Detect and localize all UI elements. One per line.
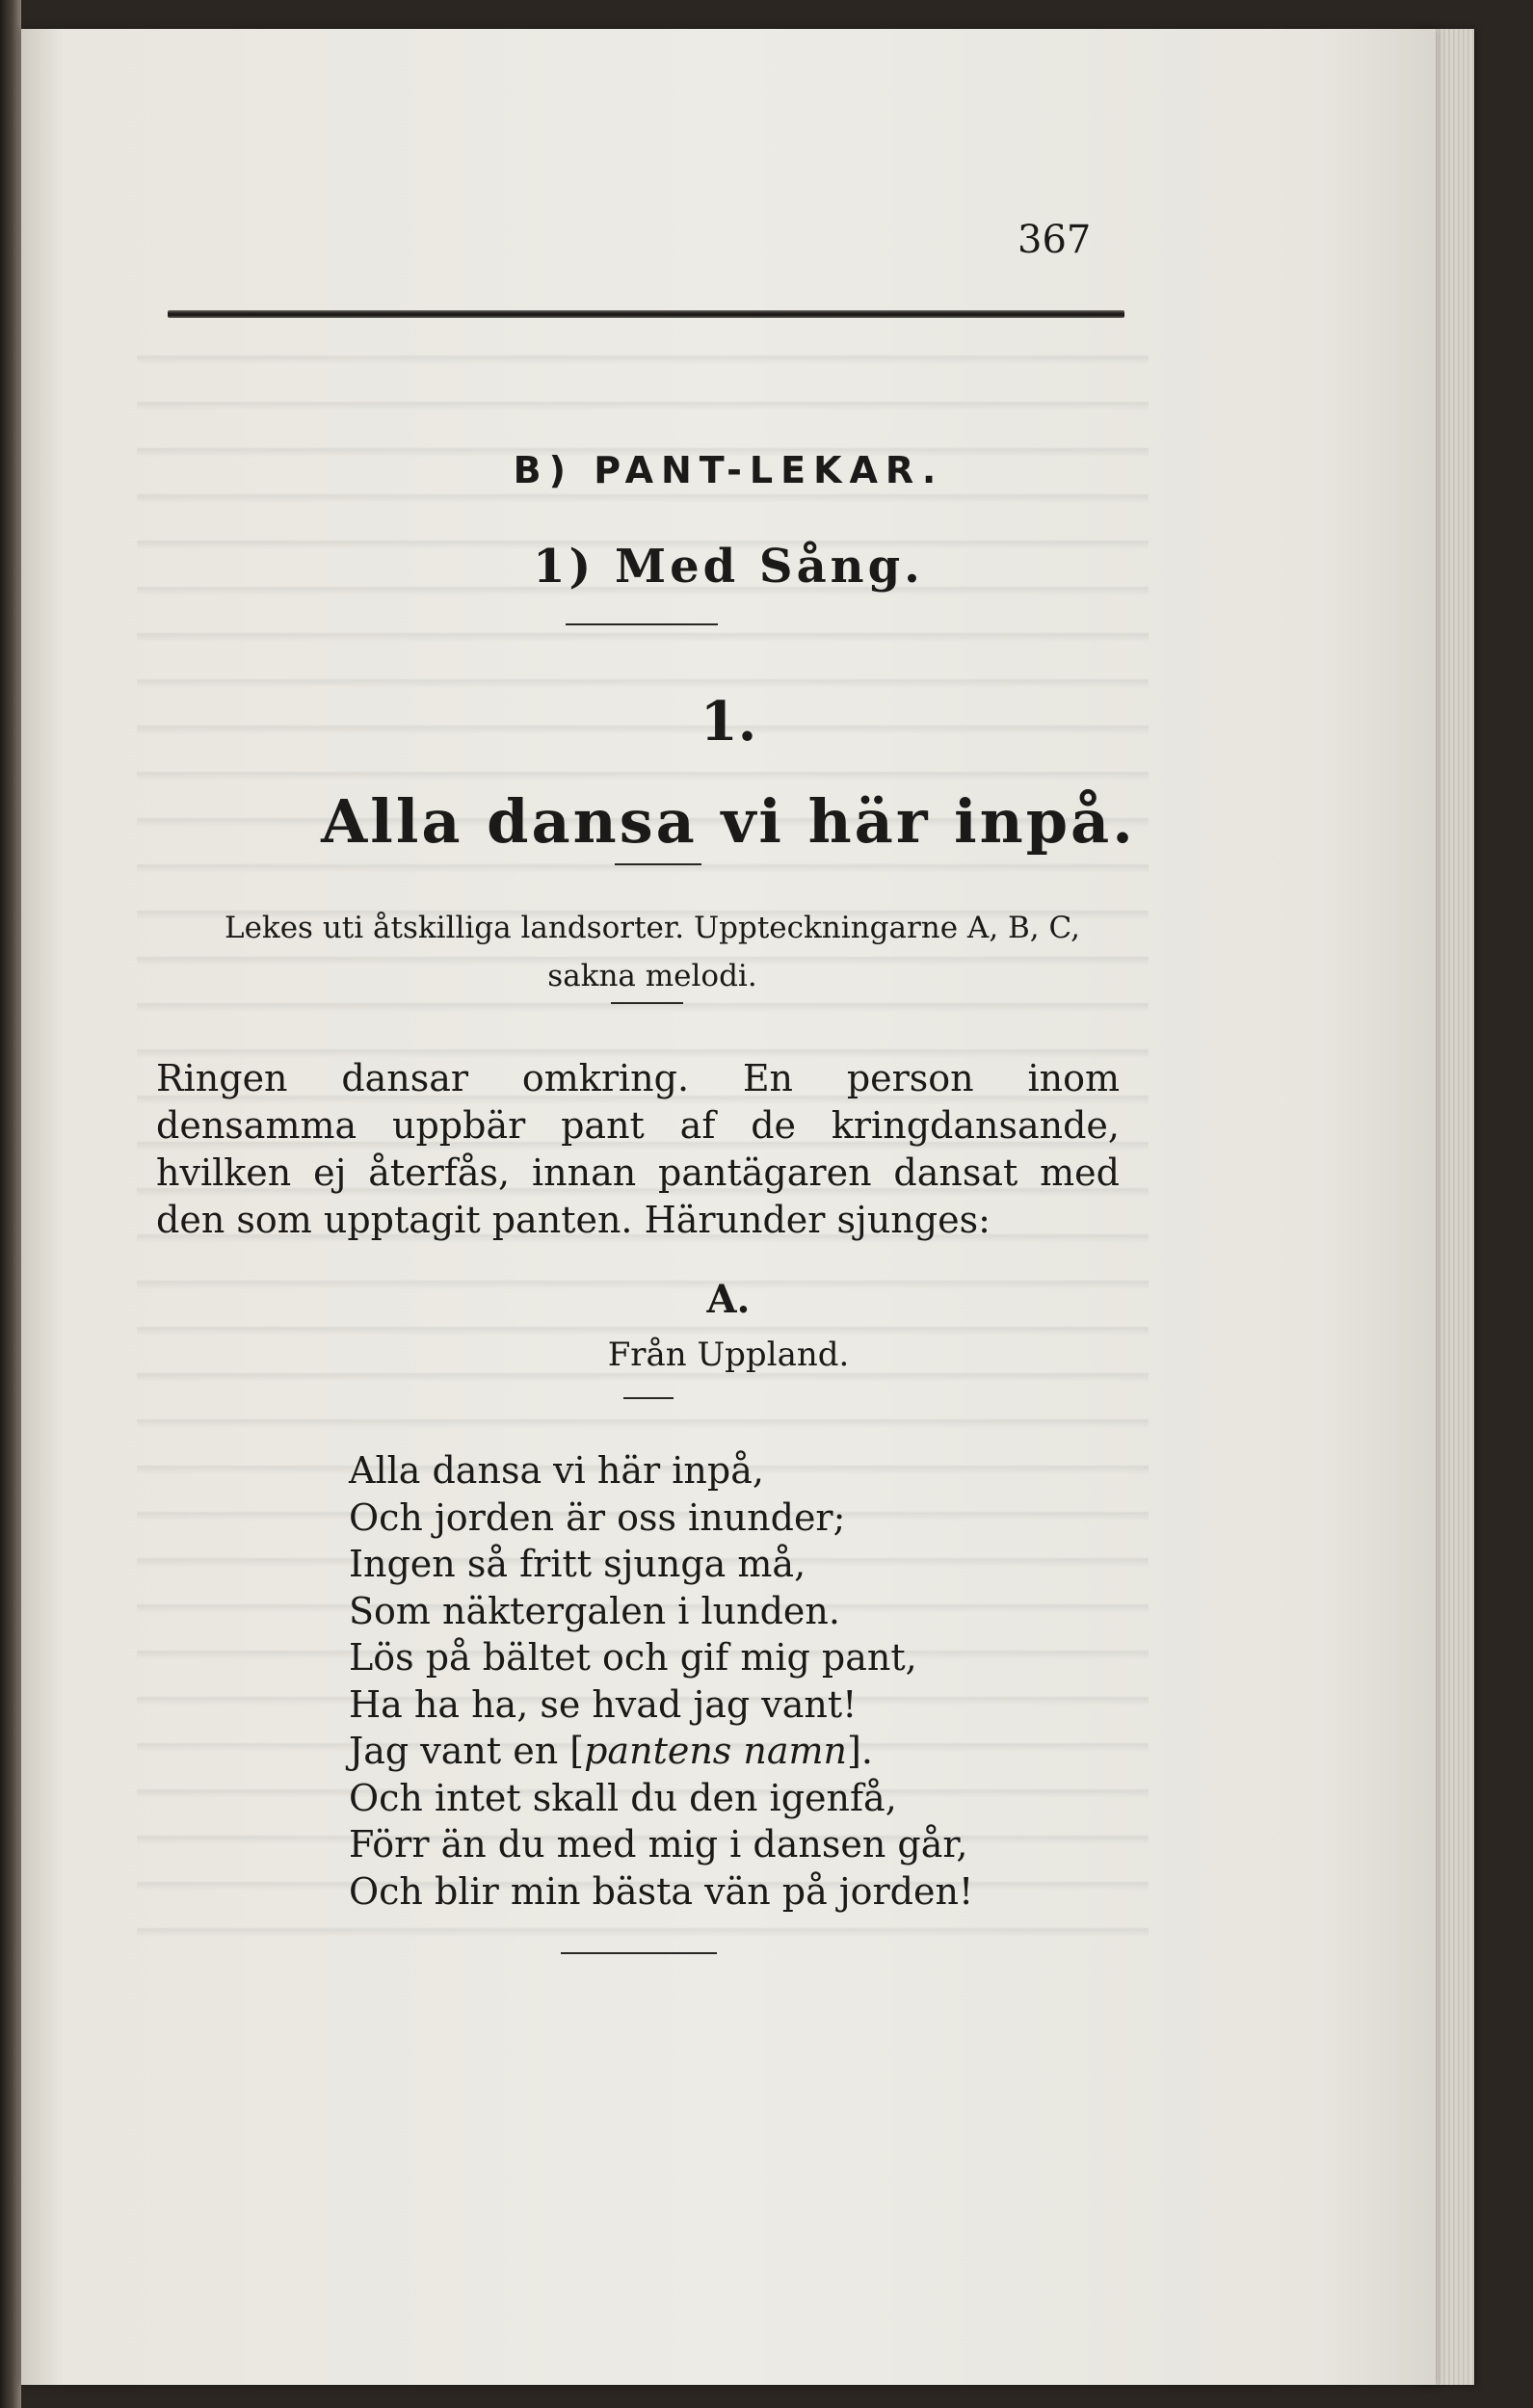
book-spine-shadow [0,0,21,2408]
divider-rule [615,863,701,865]
poem [349,1447,973,1915]
poem-line: Ha ha ha, se hvad jag vant! [349,1682,858,1726]
subsection-title: 1) Med Sång. [533,540,924,594]
poem-line [349,1728,973,1775]
divider-rule [566,623,718,625]
poem-line-text: Jag vant en [349,1730,570,1772]
divider-rule [611,1002,683,1004]
page-number: 367 [1018,218,1092,262]
poem-line: Och jorden är oss inunder; [349,1495,846,1539]
end-rule [561,1952,717,1954]
header-rule [168,310,1124,318]
poem-line: Som näktergalen i lunden. [349,1589,840,1632]
book-page [21,29,1436,2385]
poem-line: Och intet skall du den igenfå, [349,1776,897,1819]
song-title: Alla dansa vi här inpå. [321,786,1136,857]
divider-rule [623,1397,674,1399]
variant-label: A. [706,1277,751,1322]
intro-note: Lekes uti åtskilliga landsorter. Uppteckningarne A, B, C, sakna melodi. [225,911,1080,993]
poem-line: Alla dansa vi här inpå, [349,1449,764,1492]
song-number: 1. [700,690,757,754]
section-title: B) PANT-LEKAR. [513,449,944,491]
poem-line: Och blir min bästa vän på jorden! [349,1869,974,1913]
variant-origin: Från Uppland. [607,1336,850,1374]
body-paragraph: Ringen dansar omkring. En person inom densamma uppbär pant af de kringdansande, hvilken ej återfås, innan pantägaren dansat med den som upptagit panten. Härunder sjunges: [156,1057,1120,1241]
poem-line: Lös på bältet och gif mig pant, [349,1636,917,1679]
poem-bracket-text: pantens namn [584,1730,848,1772]
poem-line: Ingen så fritt sjunga må, [349,1543,806,1585]
bracket-open: [ [569,1730,585,1772]
bracket-close: ]. [847,1730,873,1772]
poem-line: Förr än du med mig i dansen går, [349,1823,968,1866]
